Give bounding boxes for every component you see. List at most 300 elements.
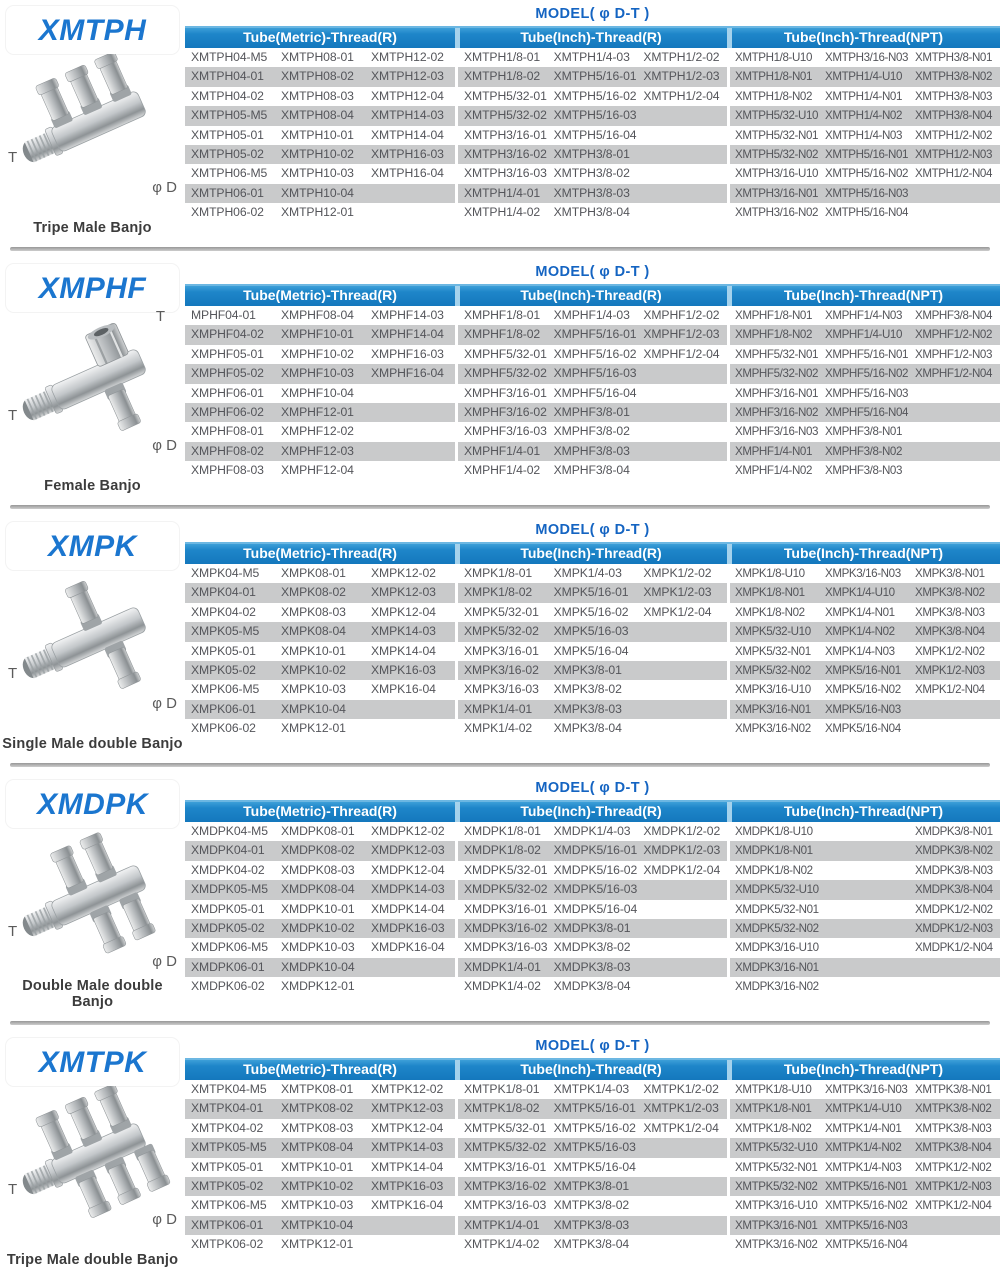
model-cell: XMPHF05-01 [191,346,264,361]
column-header: Tube(Inch)-Thread(NPT) [727,1058,1000,1080]
model-header: MODEL( φ D-T ) [535,264,650,280]
model-cell [637,700,727,719]
model-cell: XMTPK3/8-04 [553,1237,630,1252]
model-cell: XMPHF5/16-N04 [825,405,909,419]
table-row [458,642,727,661]
model-cell: XMTPK05-M5 [191,1140,267,1155]
column-header: Tube(Inch)-Thread(R) [455,542,727,564]
product-panel [0,776,185,1016]
model-cell: XMPK14-03 [371,624,436,639]
model-cell: XMPHF3/16-01 [464,385,547,400]
model-cell: XMPHF14-03 [371,308,444,322]
model-cell: XMTPH12-04 [371,88,444,103]
model-cell: XMPHF3/16-N01 [735,386,819,400]
model-cell: XMTPK5/32-01 [464,1120,547,1135]
product-caption: Single Male double Banjo [2,736,183,752]
model-cell: XMPHF1/2-N02 [915,328,993,342]
model-cell [637,719,727,738]
model-cell: XMTPH04-M5 [191,50,268,64]
model-cell: XMTPK5/32-U10 [735,1141,818,1155]
model-cell: XMTPK5/32-N02 [735,1179,818,1193]
model-cell: XMDPK5/32-02 [464,882,548,897]
model-cell: XMTPK10-04 [281,1217,354,1232]
model-cell: XMTPH14-03 [371,108,444,123]
model-cell: XMPK1/2-04 [643,604,712,619]
model-cell: XMTPK1/8-U10 [735,1083,812,1096]
model-rows [730,48,1000,223]
model-cell [910,384,1000,403]
table-row [730,661,1000,680]
model-cell: XMTPK14-03 [371,1140,444,1155]
model-cell: XMPK04-01 [191,585,256,600]
table-row [730,1080,1000,1099]
model-cell: XMTPK10-01 [281,1159,354,1174]
model-cell: XMDPK3/8-01 [553,920,631,935]
model-cell: XMTPH5/32-N01 [735,128,819,142]
model-cell: XMPK3/8-04 [553,721,622,736]
table-row [185,564,455,583]
model-cell: XMPK5/16-01 [553,585,629,600]
model-cell [637,384,727,403]
product-caption: Tripe Male Banjo [33,220,152,236]
triple-male-banjo-image [15,54,171,196]
model-cell: XMTPH1/4-01 [464,185,541,200]
model-cell: XMTPK3/16-N01 [735,1218,818,1232]
table-row [185,603,455,622]
table-row [458,661,727,680]
model-cell: XMDPK12-03 [371,843,445,858]
model-cell: XMPK1/4-N02 [825,625,895,639]
product-caption: Female Banjo [44,478,141,494]
model-cell: XMDPK1/2-N04 [915,941,993,955]
title-card [6,780,179,828]
model-cell [910,203,1000,222]
model-cell [820,938,910,957]
model-cell: XMTPH04-01 [191,69,264,84]
model-cell: XMTPK1/8-N02 [735,1121,812,1135]
model-cell: XMPHF1/2-N04 [915,367,993,381]
table-row [730,126,1000,145]
model-cell: XMTPK1/2-N04 [915,1199,992,1213]
model-cell [910,1235,1000,1254]
model-cell [637,106,727,125]
model-cell: XMTPK08-02 [281,1101,354,1116]
model-cell: XMPHF5/16-04 [553,385,637,400]
table-row [185,1216,455,1235]
model-cell: XMTPK1/2-02 [643,1082,719,1096]
model-cell: XMTPK1/2-03 [643,1101,719,1116]
thread-label: T [8,407,18,424]
thread-label: T [8,923,18,940]
model-cell: XMTPH3/8-N04 [915,109,993,123]
column-groups [185,800,1000,997]
table-row [730,164,1000,183]
model-cell: XMTPH5/16-N02 [825,167,909,181]
model-cell [637,403,727,422]
model-cell [637,958,727,977]
table-row [458,603,727,622]
model-cell [820,822,910,841]
model-cell: XMPHF3/16-03 [464,424,547,439]
model-cell: XMPHF5/16-01 [553,327,637,342]
table-row [185,203,455,222]
column-group-inch-r [455,1058,727,1255]
model-cell: XMPHF1/4-N03 [825,309,903,322]
model-cell: XMTPH3/8-N01 [915,51,993,64]
model-cell: XMPK12-01 [281,721,346,736]
table-row [730,442,1000,461]
model-cell: XMTPH5/16-N01 [825,147,909,161]
product-photo [6,570,179,722]
model-cell: XMTPK06-02 [191,1237,264,1252]
table-row [458,583,727,602]
model-cell [637,364,727,383]
model-cell [910,442,1000,461]
model-cell [637,900,727,919]
table-row [458,841,727,860]
model-cell: XMTPK3/16-02 [464,1178,547,1193]
model-cell: XMPHF3/16-02 [464,404,547,419]
model-cell: XMPHF08-04 [281,308,354,322]
model-cell: XMTPK05-01 [191,1159,264,1174]
model-cell: XMPHF3/8-04 [553,463,630,478]
model-cell: XMTPK1/2-N02 [915,1160,992,1174]
model-cell: XMPK5/16-N02 [825,683,901,697]
model-cell: XMTPH06-01 [191,185,264,200]
model-cell: XMTPK08-04 [281,1140,354,1155]
table-row [185,719,455,738]
model-cell: XMTPH3/16-02 [464,146,547,161]
table-row [185,384,455,403]
table-row [185,48,455,67]
model-cell: XMTPH08-03 [281,88,354,103]
model-cell: XMDPK3/8-N02 [915,844,993,858]
table-row [730,841,1000,860]
model-cell: XMDPK08-03 [281,862,355,877]
model-cell: XMTPH5/32-N02 [735,147,819,161]
model-cell: XMTPH05-02 [191,146,264,161]
table-row [730,306,1000,325]
model-cell: XMPK3/8-N01 [915,567,985,580]
model-cell: XMTPH06-M5 [191,166,268,181]
model-cell: XMTPK1/8-01 [464,1082,540,1096]
model-cell: XMPK12-03 [371,585,436,600]
model-cell: XMTPH3/16-N01 [735,186,819,200]
column-header: Tube(Inch)-Thread(NPT) [727,284,1000,306]
table-row [185,977,455,996]
model-cell: XMPHF1/4-01 [464,443,541,458]
model-cell: XMPK3/16-U10 [735,683,811,697]
model-cell: XMTPK5/16-N04 [825,1238,908,1252]
model-rows [458,822,727,997]
model-cell: XMTPK3/16-03 [464,1198,547,1213]
table-row [458,87,727,106]
model-cell: XMTPH16-03 [371,146,444,161]
model-cell: XMDPK1/8-N01 [735,844,813,858]
model-cell: XMDPK5/16-02 [553,862,638,877]
table-row [185,126,455,145]
model-cell: XMPHF16-04 [371,366,444,381]
model-cell: XMPHF1/8-01 [464,308,541,322]
column-group-inch-r [455,284,727,481]
model-cell: XMTPK10-03 [281,1198,354,1213]
model-cell: MPHF04-01 [191,308,256,322]
model-cell: XMTPK12-01 [281,1237,354,1252]
column-group-metric-r [185,1058,455,1255]
model-cell: XMDPK10-03 [281,940,355,955]
model-cell: XMDPK1/2-04 [643,862,721,877]
column-header: Tube(Metric)-Thread(R) [185,1058,455,1080]
model-cell: XMTPH5/16-N03 [825,186,909,200]
table-row [185,1099,455,1118]
table-row [185,919,455,938]
model-cell: XMPHF1/8-N01 [735,309,813,322]
model-cell [820,958,910,977]
model-cell [820,977,910,996]
model-cell: XMTPK5/16-N02 [825,1199,908,1213]
product-photo [6,1086,179,1238]
column-groups [185,1058,1000,1255]
model-cell: XMPHF1/8-N02 [735,328,813,342]
model-cell [637,938,727,957]
model-cell: XMDPK1/8-U10 [735,825,813,838]
table-row [458,325,727,344]
model-cell [637,461,727,480]
table-row [185,164,455,183]
model-cell: XMTPK1/4-03 [553,1082,630,1096]
section-xmdpk [0,776,1000,1016]
model-cell: XMTPK3/8-02 [553,1198,630,1213]
model-cell [910,461,1000,480]
model-cell: XMPK5/32-U10 [735,625,811,639]
model-cell: XMTPH3/8-N02 [915,70,993,84]
model-cell: XMPHF1/2-03 [643,327,720,342]
table-row [185,1119,455,1138]
model-cell [365,700,455,719]
model-rows [730,564,1000,739]
model-cell: XMTPH10-01 [281,127,354,142]
model-cell: XMDPK3/8-N04 [915,883,993,897]
model-cell [637,1158,727,1177]
model-cell: XMDPK14-04 [371,901,445,916]
model-cell: XMDPK3/16-U10 [735,941,819,955]
model-cell: XMTPK5/16-03 [553,1140,636,1155]
table-row [185,622,455,641]
double-male-double-banjo-image [15,828,171,970]
model-cell: XMTPK10-02 [281,1178,354,1193]
model-cell: XMTPH1/2-04 [643,88,720,103]
model-cell: XMDPK5/16-01 [553,843,638,858]
table-row [730,958,1000,977]
model-cell: XMPHF5/32-01 [464,346,547,361]
model-cell: XMTPK1/2-04 [643,1120,719,1135]
table-row [730,1235,1000,1254]
table-row [730,622,1000,641]
table-row [730,1158,1000,1177]
title-card [6,1038,179,1086]
model-cell: XMTPK06-M5 [191,1198,267,1213]
model-cell: XMPK3/16-02 [464,662,539,677]
female-banjo-image [15,312,171,454]
model-cell: XMTPK1/4-U10 [825,1102,902,1116]
table-row [730,880,1000,899]
model-cell: XMTPK06-01 [191,1217,264,1232]
column-header: Tube(Inch)-Thread(R) [455,284,727,306]
model-cell: XMTPH1/2-03 [643,69,720,84]
model-cell: XMTPH06-02 [191,205,264,220]
model-cell: XMDPK1/4-03 [553,824,631,838]
table-row [730,1099,1000,1118]
model-cell: XMTPH5/16-02 [553,88,637,103]
model-cell: XMPK1/2-N03 [915,663,985,677]
model-cell: XMTPH10-04 [281,185,354,200]
table-row [730,461,1000,480]
table-row [730,1177,1000,1196]
model-cell [365,1216,455,1235]
table-row [730,1216,1000,1235]
model-cell: XMDPK16-04 [371,940,445,955]
product-caption: Tripe Male double Banjo [6,1252,179,1268]
model-cell: XMPK1/4-N03 [825,644,895,658]
column-header: Tube(Inch)-Thread(R) [455,26,727,48]
model-cell: XMPK3/8-N04 [915,625,985,639]
model-rows [185,306,455,481]
table-row [185,422,455,441]
series-title: XMDPK [37,788,148,821]
model-cell [910,1216,1000,1235]
model-cell: XMPK5/32-N01 [735,644,811,658]
model-cell [637,661,727,680]
column-group-metric-r [185,542,455,739]
table-row [185,1235,455,1254]
table-row [458,145,727,164]
model-cell: XMTPK5/32-N01 [735,1160,818,1174]
model-cell: XMDPK3/8-02 [553,940,631,955]
model-cell [910,719,1000,738]
table-row [185,861,455,880]
table-row [458,184,727,203]
table-row [185,345,455,364]
table-row [185,661,455,680]
model-cell: XMTPH14-04 [371,127,444,142]
model-cell: XMDPK05-01 [191,901,265,916]
model-cell: XMPHF5/16-03 [553,366,637,381]
model-cell: XMPHF3/8-N01 [825,425,903,439]
model-cell: XMTPH5/16-03 [553,108,637,123]
model-cell: XMDPK5/32-01 [464,862,548,877]
model-cell: XMPHF14-04 [371,327,444,342]
model-cell [365,1235,455,1254]
model-cell [637,422,727,441]
model-cell: XMPHF10-04 [281,385,354,400]
model-cell: XMTPK5/16-01 [553,1101,636,1116]
model-header: MODEL( φ D-T ) [535,780,650,796]
model-cell: XMPK3/8-01 [553,662,622,677]
model-cell: XMDPK3/16-03 [464,940,548,955]
table-row [185,680,455,699]
sections-container [0,2,1000,1274]
model-cell: XMDPK12-01 [281,979,355,994]
table-row [185,938,455,957]
model-tables [185,776,1000,997]
model-cell: XMPHF5/16-N01 [825,347,909,361]
model-cell [820,861,910,880]
model-cell: XMTPH3/8-01 [553,146,630,161]
product-caption: Double Male double Banjo [22,978,163,1010]
table-row [185,442,455,461]
model-cell: XMPHF06-02 [191,404,264,419]
tube-diameter-label: φ D [152,695,177,712]
table-row [730,345,1000,364]
model-cell: XMTPK3/8-01 [553,1178,630,1193]
model-cell [637,1138,727,1157]
table-row [730,1196,1000,1215]
section-divider [10,763,990,767]
table-row [458,126,727,145]
table-row [730,184,1000,203]
table-row [458,422,727,441]
table-row [458,364,727,383]
model-cell: XMPHF10-02 [281,346,354,361]
model-cell: XMTPH12-01 [281,205,354,220]
model-cell [910,184,1000,203]
model-cell: XMTPK5/32-02 [464,1140,547,1155]
table-row [458,48,727,67]
title-card [6,6,179,54]
table-row [185,87,455,106]
model-cell: XMTPH5/16-01 [553,69,637,84]
model-cell: XMTPK3/16-N03 [825,1083,908,1096]
model-cell: XMTPH1/8-N01 [735,70,813,84]
model-cell: XMTPK12-03 [371,1101,444,1116]
model-cell [910,958,1000,977]
model-cell: XMDPK3/16-01 [464,901,548,916]
column-group-inch-npt [727,26,1000,223]
model-cell: XMDPK1/2-02 [643,824,721,838]
model-rows [185,48,455,223]
model-cell [637,919,727,938]
model-cell [365,422,455,441]
table-row [458,461,727,480]
model-cell: XMPK08-01 [281,566,346,580]
table-row [458,977,727,996]
model-cell: XMDPK1/2-N02 [915,902,993,916]
model-cell [910,977,1000,996]
model-cell: XMDPK08-02 [281,843,355,858]
model-cell: XMTPK1/4-02 [464,1237,540,1252]
model-cell: XMPHF3/8-02 [553,424,630,439]
model-cell [910,422,1000,441]
table-row [458,164,727,183]
model-cell: XMPHF5/16-N02 [825,367,909,381]
model-cell: XMDPK06-01 [191,959,265,974]
section-xmpk [0,518,1000,758]
section-divider [10,247,990,251]
model-cell: XMDPK5/16-03 [553,882,638,897]
model-cell [365,403,455,422]
table-row [730,106,1000,125]
table-row [730,564,1000,583]
table-row [730,364,1000,383]
model-cell: XMPK5/16-03 [553,624,629,639]
product-photo [6,54,179,206]
table-row [730,403,1000,422]
table-row [730,583,1000,602]
series-title: XMTPH [38,14,147,47]
series-title: XMPHF [38,272,147,305]
model-cell: XMDPK10-04 [281,959,355,974]
model-cell: XMPK08-03 [281,604,346,619]
